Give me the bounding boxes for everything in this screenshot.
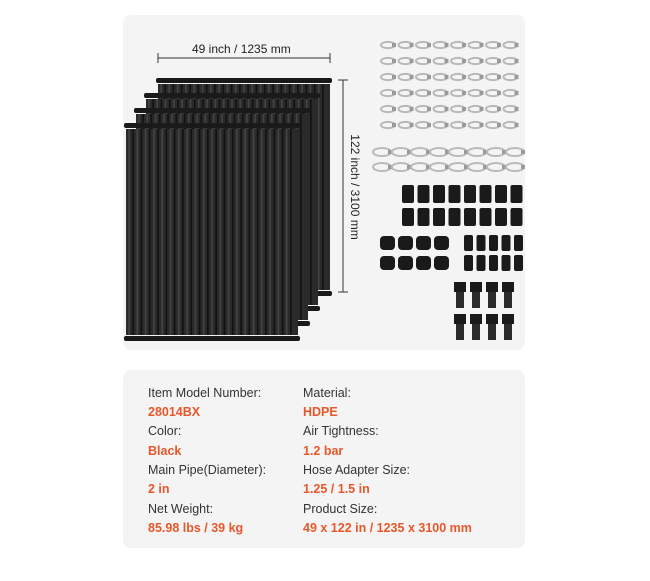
- clamp-screw: [410, 91, 414, 95]
- plug: [489, 235, 498, 251]
- hose-clamp: [392, 163, 411, 171]
- clamp-screw: [515, 91, 519, 95]
- clamp-screw: [427, 107, 431, 111]
- panel-header-pipe: [156, 78, 332, 83]
- plug-body: [477, 255, 486, 271]
- hose-clamp: [469, 42, 484, 48]
- height-dimension-line: [338, 80, 348, 292]
- clamp-screw: [445, 107, 449, 111]
- adapter-top: [454, 314, 466, 324]
- clamp-screw: [515, 59, 519, 63]
- hose-clamp: [399, 42, 414, 48]
- clamp-screw: [427, 91, 431, 95]
- clamp-screw: [480, 107, 484, 111]
- clamp-screw: [462, 43, 466, 47]
- hose-clamp: [434, 42, 449, 48]
- clamp-screw: [480, 59, 484, 63]
- hose-clamp: [504, 74, 519, 80]
- clamp-screw: [480, 75, 484, 79]
- plug: [514, 255, 523, 271]
- hose-clamp: [430, 163, 449, 171]
- coupler-body: [464, 185, 476, 203]
- hose-clamp: [416, 58, 431, 64]
- coupler-body: [511, 208, 523, 226]
- hose-clamps: [373, 42, 525, 171]
- hose-clamp: [449, 163, 468, 171]
- hose-clamp: [487, 148, 506, 156]
- hose-adapter: [470, 314, 482, 340]
- cap-body: [398, 236, 413, 250]
- pipe-coupler: [464, 208, 476, 226]
- clamp-screw: [480, 43, 484, 47]
- connectors: [380, 185, 523, 340]
- cap-body: [398, 256, 413, 270]
- model-value: 28014BX: [148, 405, 201, 419]
- hose-clamp: [434, 58, 449, 64]
- clamp-screw: [410, 75, 414, 79]
- pipe-coupler: [480, 208, 492, 226]
- clamp-screw: [515, 43, 519, 47]
- end-cap: [398, 236, 413, 250]
- hose-clamp: [373, 163, 392, 171]
- product-size-value: 49 x 122 in / 1235 x 3100 mm: [303, 521, 472, 535]
- hose-clamp: [504, 122, 519, 128]
- hose-adapter: [486, 282, 498, 308]
- cap-body: [380, 256, 395, 270]
- height-dimension-label: 122 inch / 3100 mm: [348, 134, 362, 240]
- weight-value: 85.98 lbs / 39 kg: [148, 521, 244, 535]
- hose-adapter-label: Hose Adapter Size:: [303, 463, 411, 477]
- clamp-screw: [427, 75, 431, 79]
- air-tightness-label: Air Tightness:: [303, 424, 379, 438]
- hose-clamp: [434, 122, 449, 128]
- hose-clamp: [449, 148, 468, 156]
- hose-clamp: [469, 122, 484, 128]
- cap-body: [380, 236, 395, 250]
- clamp-screw: [392, 107, 396, 111]
- pipe-coupler: [402, 208, 414, 226]
- plug: [464, 235, 473, 251]
- clamp-screw: [445, 75, 449, 79]
- cap-body: [416, 236, 431, 250]
- hose-clamp: [451, 58, 466, 64]
- plug-body: [502, 255, 511, 271]
- adapter-top: [486, 282, 498, 292]
- clamp-screw: [392, 123, 396, 127]
- plug: [489, 255, 498, 271]
- pipe-coupler: [418, 185, 430, 203]
- hose-clamp: [399, 74, 414, 80]
- clamp-screw: [462, 123, 466, 127]
- hose-clamp: [411, 163, 430, 171]
- hose-clamp: [486, 106, 501, 112]
- pipe-coupler: [495, 185, 507, 203]
- pipe-coupler: [511, 185, 523, 203]
- hose-clamp: [381, 58, 396, 64]
- clamp-screw: [427, 123, 431, 127]
- clamp-screw: [410, 123, 414, 127]
- coupler-body: [402, 208, 414, 226]
- coupler-body: [402, 185, 414, 203]
- clamp-screw: [497, 107, 501, 111]
- panel-header-pipe: [144, 93, 320, 98]
- coupler-body: [433, 208, 445, 226]
- hose-clamp: [469, 58, 484, 64]
- cap-body: [434, 236, 449, 250]
- panel-footer-pipe: [124, 336, 300, 341]
- hose-clamp: [399, 122, 414, 128]
- hose-adapter: [470, 282, 482, 308]
- hose-clamp: [399, 106, 414, 112]
- hose-clamp: [411, 148, 430, 156]
- pipe-coupler: [433, 208, 445, 226]
- hose-clamp: [468, 148, 487, 156]
- clamp-screw: [515, 107, 519, 111]
- end-cap: [434, 236, 449, 250]
- hose-clamp: [381, 74, 396, 80]
- hose-clamp: [381, 42, 396, 48]
- hose-adapter: [502, 282, 514, 308]
- clamp-screw: [445, 43, 449, 47]
- end-cap: [398, 256, 413, 270]
- clamp-screw: [480, 123, 484, 127]
- clamp-screw: [515, 123, 519, 127]
- panel-header-pipe: [124, 123, 300, 128]
- hose-clamp: [504, 90, 519, 96]
- clamp-screw: [480, 91, 484, 95]
- clamp-screw: [497, 43, 501, 47]
- cap-body: [416, 256, 431, 270]
- clamp-screw: [392, 91, 396, 95]
- pipe-coupler: [511, 208, 523, 226]
- panel-header-pipe: [134, 108, 310, 113]
- width-dimension-label: 49 inch / 1235 mm: [192, 42, 291, 56]
- pipe-coupler: [495, 208, 507, 226]
- hose-clamp: [416, 42, 431, 48]
- adapter-stem: [488, 292, 496, 308]
- hose-clamp: [451, 74, 466, 80]
- adapter-stem: [504, 324, 512, 340]
- hose-clamp: [434, 106, 449, 112]
- hose-clamp: [416, 74, 431, 80]
- clamp-screw: [521, 165, 525, 169]
- pipe-coupler: [402, 185, 414, 203]
- plug: [502, 235, 511, 251]
- plug: [477, 255, 486, 271]
- adapter-top: [470, 314, 482, 324]
- material-value: HDPE: [303, 405, 338, 419]
- adapter-stem: [456, 324, 464, 340]
- coupler-body: [495, 185, 507, 203]
- cap-body: [434, 256, 449, 270]
- clamp-screw: [497, 59, 501, 63]
- hose-clamp: [451, 122, 466, 128]
- coupler-body: [418, 208, 430, 226]
- coupler-body: [449, 208, 461, 226]
- material-label: Material:: [303, 386, 351, 400]
- hose-clamp: [451, 90, 466, 96]
- hose-clamp: [469, 90, 484, 96]
- pipe-coupler: [480, 185, 492, 203]
- plug-body: [502, 235, 511, 251]
- hose-clamp: [451, 42, 466, 48]
- air-tightness-value: 1.2 bar: [303, 444, 344, 458]
- hose-adapter: [454, 282, 466, 308]
- plug-body: [477, 235, 486, 251]
- coupler-body: [449, 185, 461, 203]
- clamp-screw: [445, 91, 449, 95]
- coupler-body: [480, 208, 492, 226]
- adapter-top: [454, 282, 466, 292]
- hose-clamp: [486, 122, 501, 128]
- color-label: Color:: [148, 424, 182, 438]
- model-label: Item Model Number:: [148, 386, 262, 400]
- plug-body: [464, 255, 473, 271]
- coupler-body: [433, 185, 445, 203]
- plug-body: [489, 235, 498, 251]
- hose-clamp: [434, 74, 449, 80]
- end-cap: [380, 236, 395, 250]
- plug-body: [514, 235, 523, 251]
- plug: [502, 255, 511, 271]
- coupler-body: [464, 208, 476, 226]
- adapter-stem: [504, 292, 512, 308]
- hose-clamp: [392, 148, 411, 156]
- clamp-screw: [427, 59, 431, 63]
- clamp-screw: [410, 43, 414, 47]
- weight-label: Net Weight:: [148, 502, 214, 516]
- coupler-body: [418, 185, 430, 203]
- adapter-top: [502, 314, 514, 324]
- hose-clamp: [487, 163, 506, 171]
- plug: [477, 235, 486, 251]
- clamp-screw: [392, 75, 396, 79]
- hose-adapter: [486, 314, 498, 340]
- hose-clamp: [381, 106, 396, 112]
- hose-clamp: [504, 42, 519, 48]
- clamp-screw: [462, 91, 466, 95]
- plug-body: [489, 255, 498, 271]
- clamp-screw: [497, 91, 501, 95]
- coupler-body: [511, 185, 523, 203]
- hose-clamp: [373, 148, 392, 156]
- adapter-top: [486, 314, 498, 324]
- hose-clamp: [434, 90, 449, 96]
- hose-clamp: [416, 122, 431, 128]
- pipe-coupler: [464, 185, 476, 203]
- adapter-top: [502, 282, 514, 292]
- hose-clamp: [451, 106, 466, 112]
- hose-clamp: [469, 106, 484, 112]
- plug-body: [464, 235, 473, 251]
- hose-clamp: [504, 58, 519, 64]
- product-size-label: Product Size:: [303, 502, 378, 516]
- hose-clamp: [506, 148, 525, 156]
- clamp-screw: [445, 59, 449, 63]
- pipe-value: 2 in: [148, 482, 170, 496]
- pipe-coupler: [449, 185, 461, 203]
- clamp-screw: [462, 75, 466, 79]
- clamp-screw: [462, 59, 466, 63]
- hose-clamp: [381, 122, 396, 128]
- end-cap: [416, 236, 431, 250]
- hose-clamp: [416, 106, 431, 112]
- solar-panel: [124, 123, 300, 341]
- clamp-screw: [521, 150, 525, 154]
- adapter-top: [470, 282, 482, 292]
- plug: [514, 235, 523, 251]
- hose-clamp: [486, 42, 501, 48]
- hose-clamp: [486, 58, 501, 64]
- hose-clamp: [468, 163, 487, 171]
- clamp-screw: [410, 59, 414, 63]
- hose-clamp: [469, 74, 484, 80]
- clamp-screw: [427, 43, 431, 47]
- hose-adapter: [502, 314, 514, 340]
- hose-adapter: [454, 314, 466, 340]
- color-value: Black: [148, 444, 182, 458]
- plug: [464, 255, 473, 271]
- pipe-label: Main Pipe(Diameter):: [148, 463, 267, 477]
- pipe-coupler: [433, 185, 445, 203]
- coupler-body: [480, 185, 492, 203]
- adapter-stem: [456, 292, 464, 308]
- clamp-screw: [515, 75, 519, 79]
- clamp-screw: [462, 107, 466, 111]
- end-cap: [416, 256, 431, 270]
- adapter-stem: [472, 324, 480, 340]
- pipe-coupler: [418, 208, 430, 226]
- clamp-screw: [497, 123, 501, 127]
- pipe-coupler: [449, 208, 461, 226]
- clamp-screw: [392, 59, 396, 63]
- clamp-screw: [497, 75, 501, 79]
- clamp-screw: [410, 107, 414, 111]
- hose-clamp: [399, 58, 414, 64]
- hose-clamp: [506, 163, 525, 171]
- hose-clamp: [486, 74, 501, 80]
- solar-panels: [124, 78, 332, 341]
- hose-clamp: [504, 106, 519, 112]
- hose-clamp: [430, 148, 449, 156]
- end-cap: [380, 256, 395, 270]
- end-cap: [434, 256, 449, 270]
- coupler-body: [495, 208, 507, 226]
- adapter-stem: [472, 292, 480, 308]
- hose-clamp: [381, 90, 396, 96]
- hose-adapter-value: 1.25 / 1.5 in: [303, 482, 370, 496]
- hose-clamp: [486, 90, 501, 96]
- adapter-stem: [488, 324, 496, 340]
- hose-clamp: [416, 90, 431, 96]
- plug-body: [514, 255, 523, 271]
- clamp-screw: [392, 43, 396, 47]
- hose-clamp: [399, 90, 414, 96]
- clamp-screw: [445, 123, 449, 127]
